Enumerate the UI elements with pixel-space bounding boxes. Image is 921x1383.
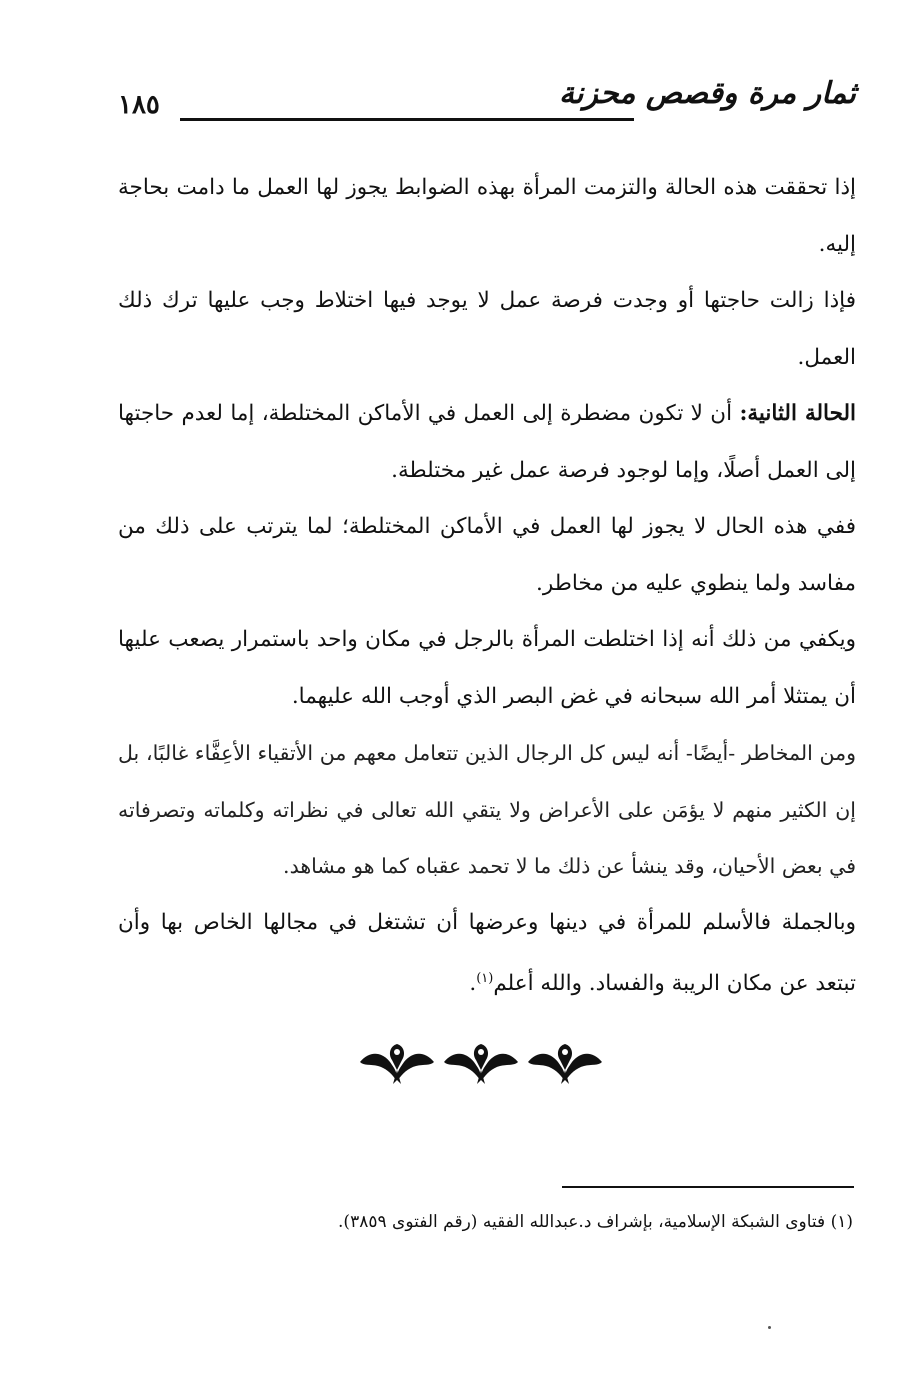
book-title: ثمار مرة وقصص محزنة [558, 76, 856, 111]
footnote-reference[interactable]: (١) [476, 971, 494, 986]
page-header [118, 72, 856, 142]
paragraph-lead: الحالة الثانية: [739, 401, 856, 426]
scan-speck [768, 1326, 771, 1329]
floral-motif-icon [528, 1044, 602, 1084]
paragraph-text: أن لا تكون مضطرة إلى العمل في الأماكن المختلطة، إما لعدم حاجتها إلى العمل أصلًا، وإما لوجود فرصة عمل غير مختلطة. [118, 401, 856, 483]
page-number: ١٨٥ [118, 90, 160, 120]
floral-motif-icon [444, 1044, 518, 1084]
paragraph [118, 895, 856, 1013]
header-rule [180, 118, 634, 121]
footnote: (١) فتاوى الشبكة الإسلامية، بإشراف د.عبدالله الفقيه (رقم الفتوى ٣٨٥٩). [338, 1212, 853, 1232]
paragraph [118, 725, 856, 895]
paragraph-text: ففي هذه الحال لا يجوز لها العمل في الأماكن المختلطة؛ لما يترتب على ذلك من مفاسد ولما ينطوي عليه من مخاطر. [118, 514, 856, 596]
paragraph [118, 386, 856, 499]
paragraph-text: ومن المخاطر -أيضًا- أنه ليس كل الرجال الذين تتعامل معهم من الأتقياء الأعِفَّاء غالبًا، بل إن الكثير منهم لا يؤمَن على الأعراض ولا يتقي الله تعالى في نظراته وكلماته وتصرفاته في بعض الأحيان، وقد ينشأ عن ذلك ما لا تحمد عقباه كما هو مشاهد. [118, 741, 856, 878]
paragraph-end: . [469, 971, 477, 997]
paragraph [118, 273, 856, 386]
floral-motif-icon [360, 1044, 434, 1084]
paragraph [118, 160, 856, 273]
paragraph [118, 499, 856, 612]
body-text [118, 160, 856, 1013]
floral-divider-icon [356, 1040, 606, 1088]
footnote-separator [562, 1186, 854, 1188]
paragraph-text: وبالجملة فالأسلم للمرأة في دينها وعرضها أن تشتغل في مجالها الخاص بها وأن تبتعد عن مكان الريبة والفساد. والله أعلم [118, 909, 856, 997]
paragraph-text: إذا تحققت هذه الحالة والتزمت المرأة بهذه الضوابط يجوز لها العمل ما دامت بحاجة إليه. [118, 175, 856, 257]
paragraph-text: ويكفي من ذلك أنه إذا اختلطت المرأة بالرجل في مكان واحد باستمرار يصعب عليها أن يمتثلا أمر الله سبحانه في غض البصر الذي أوجب الله عليهما. [118, 627, 856, 709]
paragraph-text: فإذا زالت حاجتها أو وجدت فرصة عمل لا يوجد فيها اختلاط وجب عليها ترك ذلك العمل. [118, 288, 856, 370]
paragraph [118, 612, 856, 725]
